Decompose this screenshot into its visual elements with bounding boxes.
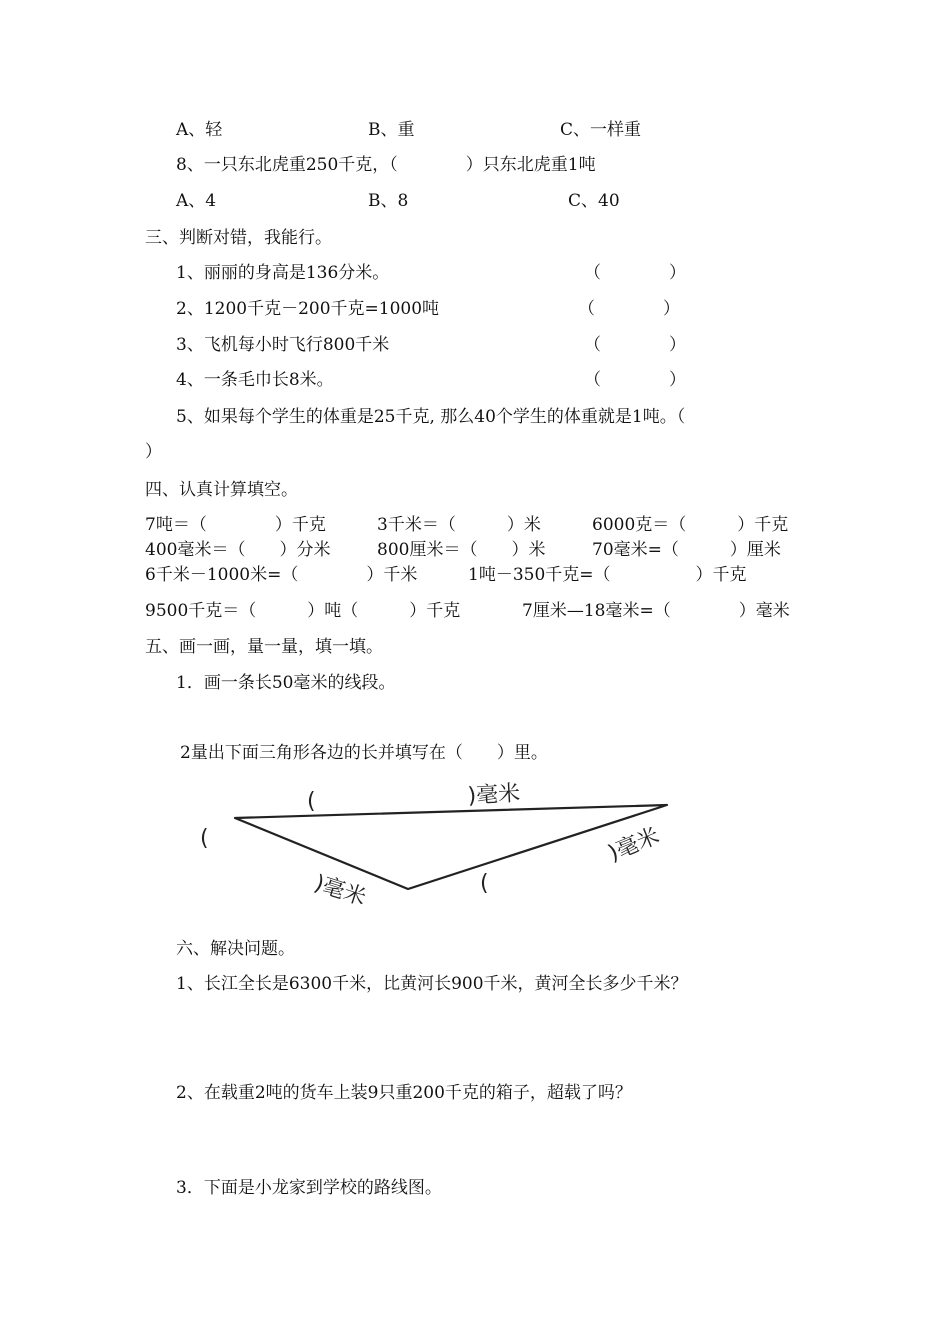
section3-title: 三、判断对错，我能行。 (145, 228, 332, 248)
section5-title: 五、画一画，量一量，填一填。 (145, 637, 383, 657)
calc-blank: 400毫米＝（ ）分米 (145, 540, 331, 560)
judge-item-4: 4、一条毛巾长8米。 (176, 370, 334, 390)
problem-1: 1、长江全长是6300千米，比黄河长900千米，黄河全长多少千米？ (176, 974, 688, 994)
right-side-label: )毫米 (604, 823, 664, 867)
judge-item-2: 2、1200千克－200千克=1000吨 (176, 299, 440, 319)
triangle-shape (235, 805, 667, 889)
calc-blank: 7吨＝（ ）千克 (145, 515, 326, 535)
bottom-side-open-paren: ( (480, 871, 489, 896)
calc-blank: 1吨－350千克=（ ）千克 (468, 565, 747, 585)
triangle-svg (180, 775, 725, 920)
calc-blank: 800厘米＝（ ）米 (377, 540, 546, 560)
judge-item-1: 1、丽丽的身高是136分米。 (176, 263, 390, 283)
draw-line-question: 1．画一条长50毫米的线段。 (176, 673, 396, 693)
judge-item-5: 5、如果每个学生的体重是25千克, 那么40个学生的体重就是1吨。（ (176, 407, 686, 427)
judge-item-5-close-paren: ） (145, 442, 162, 462)
q8-stem: 8、一只东北虎重250千克，（ ）只东北虎重1吨 (176, 155, 596, 175)
calc-blank: 7厘米—18毫米=（ ）毫米 (522, 601, 790, 621)
problem-3: 3．下面是小龙家到学校的路线图。 (176, 1178, 442, 1198)
q7-option-a: A、轻 (176, 120, 223, 140)
top-side-label: )毫米 (467, 781, 521, 809)
section6-title: 六、解决问题。 (176, 939, 295, 959)
q8-option-a: A、4 (176, 191, 217, 211)
judge-answer-paren-3[interactable]: （ ） (584, 335, 686, 355)
calc-blank: 6000克＝（ ）千克 (592, 515, 789, 535)
top-side-open-paren: ( (307, 789, 316, 814)
calc-blank: 9500千克＝（ ）吨（ ）千克 (145, 601, 461, 621)
q7-option-c: C、一样重 (560, 120, 642, 140)
q7-option-b: B、重 (368, 120, 415, 140)
calc-blank: 6千米－1000米=（ ）千米 (145, 565, 418, 585)
judge-answer-paren-1[interactable]: （ ） (584, 263, 686, 283)
judge-answer-paren-2[interactable]: （ ） (578, 299, 680, 319)
q8-option-b: B、8 (368, 191, 409, 211)
q8-option-c: C、40 (568, 191, 620, 211)
section4-title: 四、认真计算填空。 (145, 480, 298, 500)
measure-triangle-question: 2量出下面三角形各边的长并填写在（ ）里。 (180, 743, 548, 763)
triangle-figure (180, 775, 725, 920)
calc-blank: 3千米＝（ ）米 (377, 515, 541, 535)
bottom-side-label: )毫米 (311, 870, 369, 911)
problem-2: 2、在载重2吨的货车上装9只重200千克的箱子，超载了吗？ (176, 1083, 632, 1103)
judge-answer-paren-4[interactable]: （ ） (584, 370, 686, 390)
judge-item-3: 3、飞机每小时飞行800千米 (176, 335, 390, 355)
left-side-open-paren: ( (200, 826, 209, 851)
calc-blank: 70毫米=（ ）厘米 (592, 540, 781, 560)
